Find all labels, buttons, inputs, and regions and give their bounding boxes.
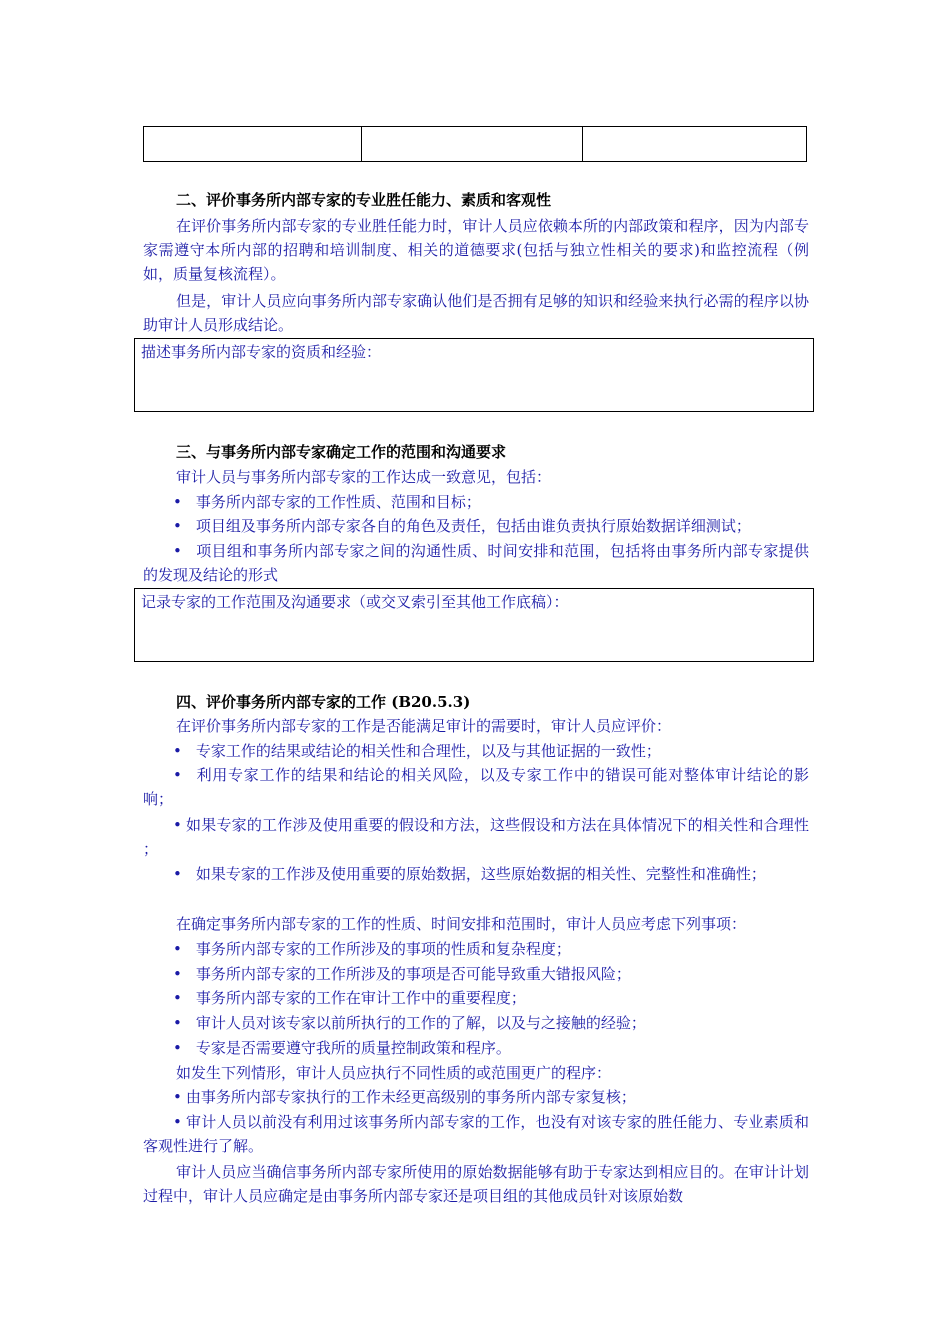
list-item: • 事务所内部专家的工作性质、范围和目标；: [143, 490, 809, 514]
bullet-icon: •: [173, 989, 182, 1007]
section-4-heading: 四、评价事务所内部专家的工作 (B20.5.3): [176, 693, 471, 711]
bullet-icon: •: [173, 1014, 182, 1032]
table-cell: [362, 127, 583, 162]
bullet-icon: •: [173, 517, 182, 535]
work-scope-box-label: 记录专家的工作范围及沟通要求（或交叉索引至其他工作底稿）：: [141, 593, 569, 611]
bullet-icon: •: [173, 1039, 182, 1057]
bullet-icon: •: [173, 816, 182, 834]
qualification-box-label: 描述事务所内部专家的资质和经验：: [141, 343, 382, 361]
section-4-intro: 在评价事务所内部专家的工作是否能满足审计的需要时，审计人员应评价：: [176, 717, 672, 735]
bullet-icon: •: [173, 742, 182, 760]
section-3-intro: 审计人员与事务所内部专家的工作达成一致意见，包括：: [176, 468, 552, 486]
bullet-icon: •: [173, 1113, 182, 1131]
list-item: • 由事务所内部专家执行的工作未经更高级别的事务所内部专家复核；: [143, 1085, 809, 1109]
list-item: • 如果专家的工作涉及使用重要的原始数据，这些原始数据的相关性、完整性和准确性；: [143, 862, 809, 886]
list-item: • 专家工作的结果或结论的相关性和合理性，以及与其他证据的一致性；: [143, 739, 809, 763]
section-4-intro-3: 如发生下列情形，审计人员应执行不同性质的或范围更广的程序：: [176, 1064, 612, 1082]
list-item: • 项目组和事务所内部专家之间的沟通性质、时间安排和范围，包括将由事务所内部专家提供的发现及结论的形式: [143, 539, 809, 587]
list-item: • 审计人员以前没有利用过该事务所内部专家的工作，也没有对该专家的胜任能力、专业素质和客观性进行了解。: [143, 1110, 809, 1158]
list-item: • 专家是否需要遵守我所的质量控制政策和程序。: [143, 1036, 809, 1060]
list-item: • 事务所内部专家的工作所涉及的事项的性质和复杂程度；: [143, 937, 809, 961]
list-item: • 事务所内部专家的工作所涉及的事项是否可能导致重大错报风险；: [143, 962, 809, 986]
section-2-heading: 二、评价事务所内部专家的专业胜任能力、素质和客观性: [176, 191, 552, 209]
bullet-icon: •: [173, 940, 182, 958]
list-item: • 利用专家工作的结果和结论的相关风险，以及专家工作中的错误可能对整体审计结论的影响；: [143, 763, 809, 811]
section-4-closing-paragraph: 审计人员应当确信事务所内部专家所使用的原始数据能够有助于专家达到相应目的。在审计计划过程中，审计人员应确定是由事务所内部专家还是项目组的其他成员针对该原始数: [143, 1163, 809, 1205]
bullet-icon: •: [173, 493, 182, 511]
qualification-description-box[interactable]: [134, 338, 814, 412]
list-item: • 事务所内部专家的工作在审计工作中的重要程度；: [143, 986, 809, 1010]
list-item: • 项目组及事务所内部专家各自的角色及责任，包括由谁负责执行原始数据详细测试；: [143, 514, 809, 538]
work-scope-record-box[interactable]: [134, 588, 814, 662]
table-cell: [583, 127, 807, 162]
bullet-icon: •: [173, 865, 182, 883]
section-3-heading: 三、与事务所内部专家确定工作的范围和沟通要求: [176, 443, 507, 461]
bullet-icon: •: [173, 1088, 182, 1106]
empty-header-table: [143, 126, 807, 162]
list-item: • 审计人员对该专家以前所执行的工作的了解，以及与之接触的经验；: [143, 1011, 809, 1035]
table-cell: [144, 127, 362, 162]
section-2-paragraph-1: 在评价事务所内部专家的专业胜任能力时，审计人员应依赖本所的内部政策和程序，因为内部专家需遵守本所内部的招聘和培训制度、相关的道德要求(包括与独立性相关的要求)和监控流程（例如，质量复核流程）。: [143, 217, 809, 283]
list-item: • 如果专家的工作涉及使用重要的假设和方法，这些假设和方法在具体情况下的相关性和合理性 ；: [143, 813, 809, 861]
section-4-intro-2: 在确定事务所内部专家的工作的性质、时间安排和范围时，审计人员应考虑下列事项：: [176, 915, 747, 933]
table-row: [144, 127, 807, 162]
bullet-icon: •: [173, 766, 182, 784]
section-2-paragraph-2: 但是，审计人员应向事务所内部专家确认他们是否拥有足够的知识和经验来执行必需的程序以协助审计人员形成结论。: [143, 292, 809, 334]
bullet-icon: •: [173, 542, 182, 560]
bullet-icon: •: [173, 965, 182, 983]
